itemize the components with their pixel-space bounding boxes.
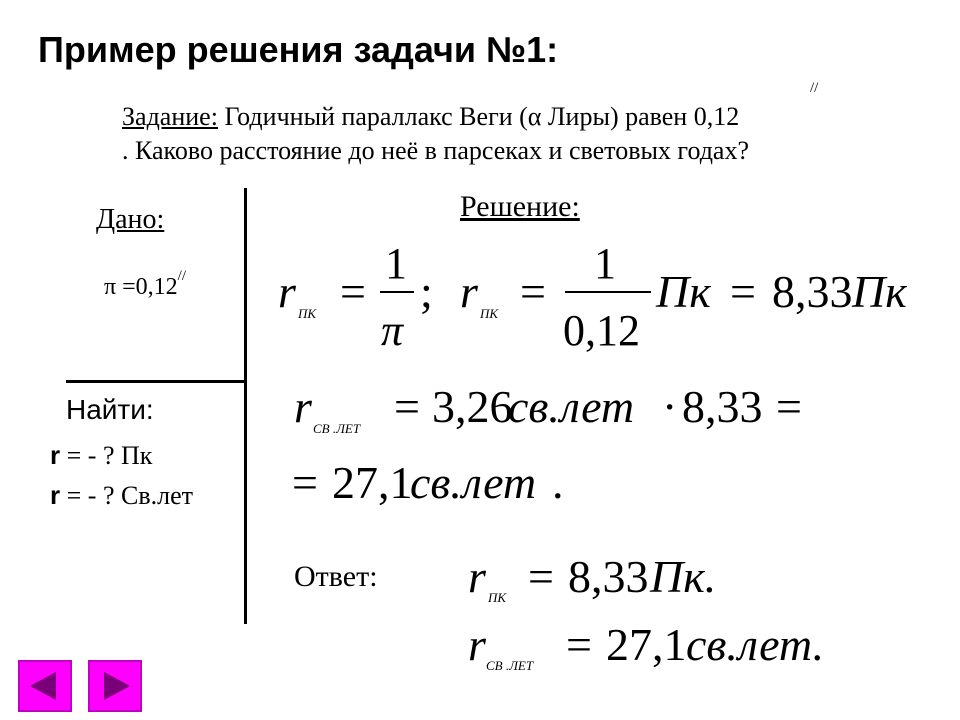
answer-label: Ответ: — [294, 560, 378, 593]
task-text: Годичный параллакс Веги (α Лиры) равен 0,12 — [217, 102, 740, 131]
find-row-svlet — [50, 480, 193, 511]
task-statement — [122, 100, 892, 168]
ans1-sub-pk: ПК — [488, 590, 507, 605]
ans1-r: r — [468, 551, 486, 602]
task-label: Задание: — [122, 102, 218, 131]
eq1-equals: = — [340, 266, 366, 317]
next-slide-button[interactable] — [88, 660, 142, 712]
ans1-equals: = — [528, 551, 554, 602]
eq2-unit-pk: Пк — [656, 266, 711, 317]
eq3-r: r — [294, 381, 312, 432]
eq1-fraction-bar — [380, 291, 414, 293]
ans1-value: 8,33 — [568, 551, 649, 602]
ans2-sub-svlet: СВ .ЛЕТ — [486, 658, 534, 673]
eq4-unit-svlet: св.лет — [410, 457, 537, 508]
eq2-unit-pk-2: Пк — [852, 266, 907, 317]
eq2-equals: = — [520, 266, 546, 317]
eq2-denominator: 0,12 — [563, 306, 640, 355]
eq3-equals: = — [394, 381, 420, 432]
ans2-unit: св.лет. — [686, 619, 825, 670]
find-text-svlet: = - ? Св.лет — [60, 481, 193, 510]
horizontal-divider — [66, 380, 246, 383]
eq1-numerator: 1 — [385, 239, 407, 288]
eq2-sub-pk: ПК — [480, 306, 499, 321]
eq3-unit-svlet: св.лет — [508, 381, 635, 432]
eq1-denominator-pi: π — [381, 306, 404, 355]
eq2-r: r — [460, 266, 478, 317]
eq3-value: 8,33 — [682, 381, 763, 432]
eq3-sub-svlet: СВ .ЛЕТ — [313, 421, 361, 436]
find-row-pk — [50, 440, 152, 471]
arrow-left-icon — [20, 662, 70, 710]
ans2-equals: = — [566, 619, 592, 670]
task-arcsec-mark: // — [810, 80, 819, 96]
eq1-sub-pk: ПК — [298, 306, 317, 321]
ans2-r: r — [468, 619, 486, 670]
eq1-semicolon: ; — [420, 266, 433, 317]
find-text-pk: = - ? Пк — [60, 441, 153, 470]
eq4-equals: = — [292, 457, 318, 508]
eq2-numerator: 1 — [594, 239, 616, 288]
eq3-dot: · — [662, 381, 678, 432]
eq1-r: r — [278, 266, 296, 317]
given-label: Дано: — [96, 204, 165, 235]
slide-title: Пример решения задачи №1: — [38, 29, 559, 70]
eq2-equals-2: = — [730, 266, 756, 317]
find-var-r: r — [50, 480, 61, 510]
vertical-divider — [244, 188, 247, 624]
arrow-right-icon — [90, 662, 140, 710]
find-label: Найти: — [66, 394, 154, 425]
task-text-continuation: . Каково расстояние до неё в парсеках и световых годах? — [122, 136, 750, 165]
given-value-text: π =0,12 — [104, 274, 178, 300]
find-var-r: r — [50, 440, 61, 470]
solution-label: Решение: — [460, 190, 580, 223]
eq3-equals-2: = — [776, 381, 802, 432]
ans2-value: 27,1 — [606, 619, 687, 670]
eq2-fraction-bar — [565, 291, 651, 293]
eq4-value: 27,1 — [332, 457, 413, 508]
ans1-unit: Пк. — [650, 551, 717, 602]
prev-slide-button[interactable] — [18, 660, 72, 712]
eq4-period: . — [552, 457, 564, 508]
given-value — [104, 268, 186, 301]
eq2-value: 8,33 — [772, 266, 853, 317]
given-arcsec-mark: // — [177, 268, 186, 284]
eq3-factor: 3,26 — [432, 381, 513, 432]
